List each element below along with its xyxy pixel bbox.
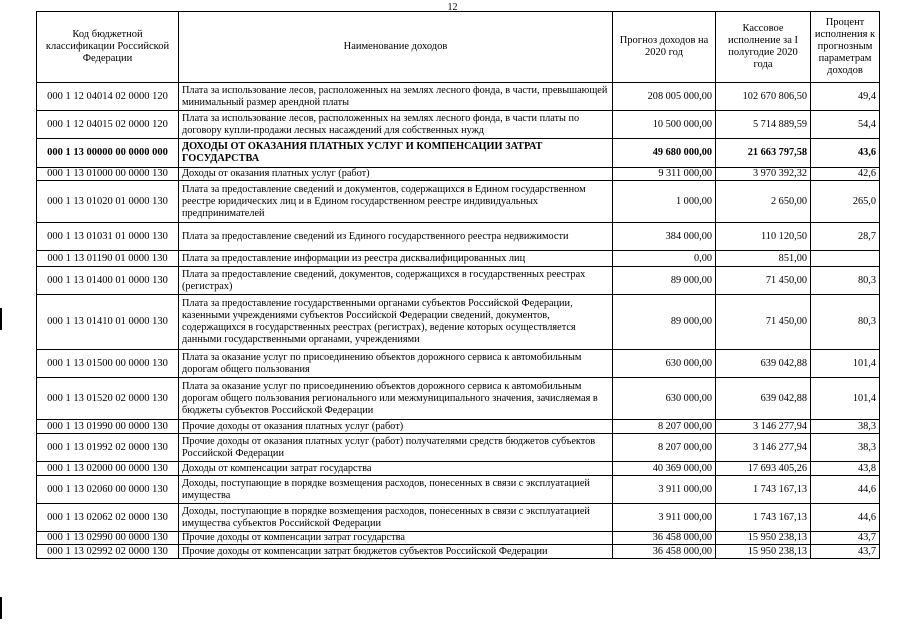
cell-percent: 43,7 — [811, 532, 880, 545]
cell-percent: 42,6 — [811, 168, 880, 181]
table-row — [37, 139, 880, 168]
table-row — [37, 267, 880, 295]
cell-code: 000 1 13 01520 02 0000 130 — [37, 378, 179, 420]
cell-percent: 38,3 — [811, 434, 880, 462]
cell-name: Прочие доходы от оказания платных услуг (работ) получателями средств бюджетов субъектов Российской Федерации — [179, 434, 613, 462]
cell-percent: 44,6 — [811, 504, 880, 532]
cell-forecast: 3 911 000,00 — [613, 476, 716, 504]
cell-code: 000 1 13 01000 00 0000 130 — [37, 168, 179, 181]
table-row — [37, 378, 880, 420]
cell-cash: 71 450,00 — [716, 295, 811, 350]
cell-percent: 44,6 — [811, 476, 880, 504]
cell-cash: 1 743 167,13 — [716, 504, 811, 532]
cell-code: 000 1 13 01190 01 0000 130 — [37, 251, 179, 267]
cell-percent: 28,7 — [811, 223, 880, 251]
cell-name: Плата за предоставление сведений, документов, содержащихся в государственных реестрах (регистрах) — [179, 267, 613, 295]
cell-code: 000 1 13 02060 00 0000 130 — [37, 476, 179, 504]
cell-forecast: 630 000,00 — [613, 378, 716, 420]
cell-percent: 43,6 — [811, 139, 880, 168]
table-row — [37, 181, 880, 223]
table-row — [37, 223, 880, 251]
cell-code: 000 1 13 01990 00 0000 130 — [37, 420, 179, 434]
cell-forecast: 3 911 000,00 — [613, 504, 716, 532]
cell-code: 000 1 13 02062 02 0000 130 — [37, 504, 179, 532]
binding-mark — [0, 597, 2, 619]
table-row — [37, 168, 880, 181]
cell-name: Доходы, поступающие в порядке возмещения расходов, понесенных в связи с эксплуатацией имущества субъектов Российской Федерации — [179, 504, 613, 532]
page-number: 12 — [447, 2, 458, 13]
cell-cash: 639 042,88 — [716, 378, 811, 420]
cell-name: Плата за использование лесов, расположенных на землях лесного фонда, в части, превышающей минимальный размер арендной платы — [179, 83, 613, 111]
cell-code: 000 1 13 02000 00 0000 130 — [37, 462, 179, 476]
cell-forecast: 40 369 000,00 — [613, 462, 716, 476]
cell-cash: 102 670 806,50 — [716, 83, 811, 111]
cell-name: Плата за использование лесов, расположенных на землях лесного фонда, в части платы по договору купли-продажи лесных насаждений для собственных нужд — [179, 111, 613, 139]
cell-cash: 15 950 238,13 — [716, 545, 811, 559]
cell-percent: 54,4 — [811, 111, 880, 139]
cell-percent: 101,4 — [811, 350, 880, 378]
cell-name: Плата за предоставление государственными органами субъектов Российской Федерации, казенными учреждениями субъектов Российской Федерации сведений, документов, содержащихся в государственных реестрах (регистрах), ведение которых осуществляется данными государственными органами, учреждениями — [179, 295, 613, 350]
cell-cash: 3 970 392,32 — [716, 168, 811, 181]
header-percent: Процент исполнения к прогнозным параметрам доходов — [811, 12, 880, 83]
cell-forecast: 36 458 000,00 — [613, 545, 716, 559]
cell-code: 000 1 13 00000 00 0000 000 — [37, 139, 179, 168]
cell-code: 000 1 12 04014 02 0000 120 — [37, 83, 179, 111]
cell-cash: 2 650,00 — [716, 181, 811, 223]
binding-mark — [0, 308, 2, 330]
cell-name: Плата за предоставление сведений из Единого государственного реестра недвижимости — [179, 223, 613, 251]
cell-percent: 49,4 — [811, 83, 880, 111]
cell-name: Доходы, поступающие в порядке возмещения расходов, понесенных в связи с эксплуатацией имущества — [179, 476, 613, 504]
cell-cash: 639 042,88 — [716, 350, 811, 378]
cell-forecast: 9 311 000,00 — [613, 168, 716, 181]
table-row — [37, 251, 880, 267]
table-row — [37, 504, 880, 532]
cell-code: 000 1 13 01400 01 0000 130 — [37, 267, 179, 295]
cell-code: 000 1 13 01410 01 0000 130 — [37, 295, 179, 350]
cell-forecast: 10 500 000,00 — [613, 111, 716, 139]
table-row — [37, 350, 880, 378]
cell-name: Плата за оказание услуг по присоединению объектов дорожного сервиса к автомобильным дорогам общего пользования — [179, 350, 613, 378]
cell-forecast: 1 000,00 — [613, 181, 716, 223]
cell-name: Прочие доходы от компенсации затрат бюджетов субъектов Российской Федерации — [179, 545, 613, 559]
cell-name: Прочие доходы от оказания платных услуг (работ) — [179, 420, 613, 434]
cell-percent: 43,8 — [811, 462, 880, 476]
cell-code: 000 1 12 04015 02 0000 120 — [37, 111, 179, 139]
cell-forecast: 0,00 — [613, 251, 716, 267]
cell-forecast: 208 005 000,00 — [613, 83, 716, 111]
cell-percent — [811, 251, 880, 267]
cell-cash: 3 146 277,94 — [716, 420, 811, 434]
table-row — [37, 532, 880, 545]
cell-name: Доходы от компенсации затрат государства — [179, 462, 613, 476]
table-row — [37, 420, 880, 434]
table-row — [37, 111, 880, 139]
table-row — [37, 434, 880, 462]
cell-name: Плата за предоставление сведений и документов, содержащихся в Едином государственном реестре юридических лиц и в Едином государственном реестре индивидуальных предпринимателей — [179, 181, 613, 223]
cell-cash: 851,00 — [716, 251, 811, 267]
cell-name: Прочие доходы от компенсации затрат государства — [179, 532, 613, 545]
cell-percent: 265,0 — [811, 181, 880, 223]
cell-code: 000 1 13 01500 00 0000 130 — [37, 350, 179, 378]
cell-percent: 43,7 — [811, 545, 880, 559]
cell-forecast: 8 207 000,00 — [613, 420, 716, 434]
header-forecast: Прогноз доходов на 2020 год — [613, 12, 716, 83]
cell-name: Плата за предоставление информации из реестра дисквалифицированных лиц — [179, 251, 613, 267]
cell-cash: 1 743 167,13 — [716, 476, 811, 504]
cell-cash: 5 714 889,59 — [716, 111, 811, 139]
header-cash: Кассовое исполнение за I полугодие 2020 года — [716, 12, 811, 83]
cell-name: Доходы от оказания платных услуг (работ) — [179, 168, 613, 181]
cell-code: 000 1 13 02990 00 0000 130 — [37, 532, 179, 545]
cell-name: ДОХОДЫ ОТ ОКАЗАНИЯ ПЛАТНЫХ УСЛУГ И КОМПЕНСАЦИИ ЗАТРАТ ГОСУДАРСТВА — [179, 139, 613, 168]
cell-code: 000 1 13 02992 02 0000 130 — [37, 545, 179, 559]
cell-code: 000 1 13 01031 01 0000 130 — [37, 223, 179, 251]
table-row — [37, 295, 880, 350]
cell-forecast: 384 000,00 — [613, 223, 716, 251]
header-name: Наименование доходов — [179, 12, 613, 83]
table-header-row — [37, 12, 880, 83]
revenue-table — [36, 11, 880, 559]
cell-cash: 17 693 405,26 — [716, 462, 811, 476]
cell-cash: 71 450,00 — [716, 267, 811, 295]
cell-percent: 38,3 — [811, 420, 880, 434]
table-row — [37, 476, 880, 504]
table-row — [37, 462, 880, 476]
cell-code: 000 1 13 01020 01 0000 130 — [37, 181, 179, 223]
cell-forecast: 89 000,00 — [613, 295, 716, 350]
cell-code: 000 1 13 01992 02 0000 130 — [37, 434, 179, 462]
cell-forecast: 36 458 000,00 — [613, 532, 716, 545]
table-row — [37, 83, 880, 111]
cell-cash: 15 950 238,13 — [716, 532, 811, 545]
cell-forecast: 89 000,00 — [613, 267, 716, 295]
cell-forecast: 49 680 000,00 — [613, 139, 716, 168]
cell-forecast: 630 000,00 — [613, 350, 716, 378]
cell-cash: 3 146 277,94 — [716, 434, 811, 462]
cell-name: Плата за оказание услуг по присоединению объектов дорожного сервиса к автомобильным дорогам общего пользования регионального или межмуниципального значения, зачисляемая в бюджеты субъектов Российской Федерации — [179, 378, 613, 420]
table-row — [37, 545, 880, 559]
cell-cash: 110 120,50 — [716, 223, 811, 251]
cell-forecast: 8 207 000,00 — [613, 434, 716, 462]
cell-percent: 101,4 — [811, 378, 880, 420]
cell-percent: 80,3 — [811, 295, 880, 350]
table-body — [37, 83, 880, 559]
header-code: Код бюджетной классификации Российской Федерации — [37, 12, 179, 83]
cell-percent: 80,3 — [811, 267, 880, 295]
cell-cash: 21 663 797,58 — [716, 139, 811, 168]
